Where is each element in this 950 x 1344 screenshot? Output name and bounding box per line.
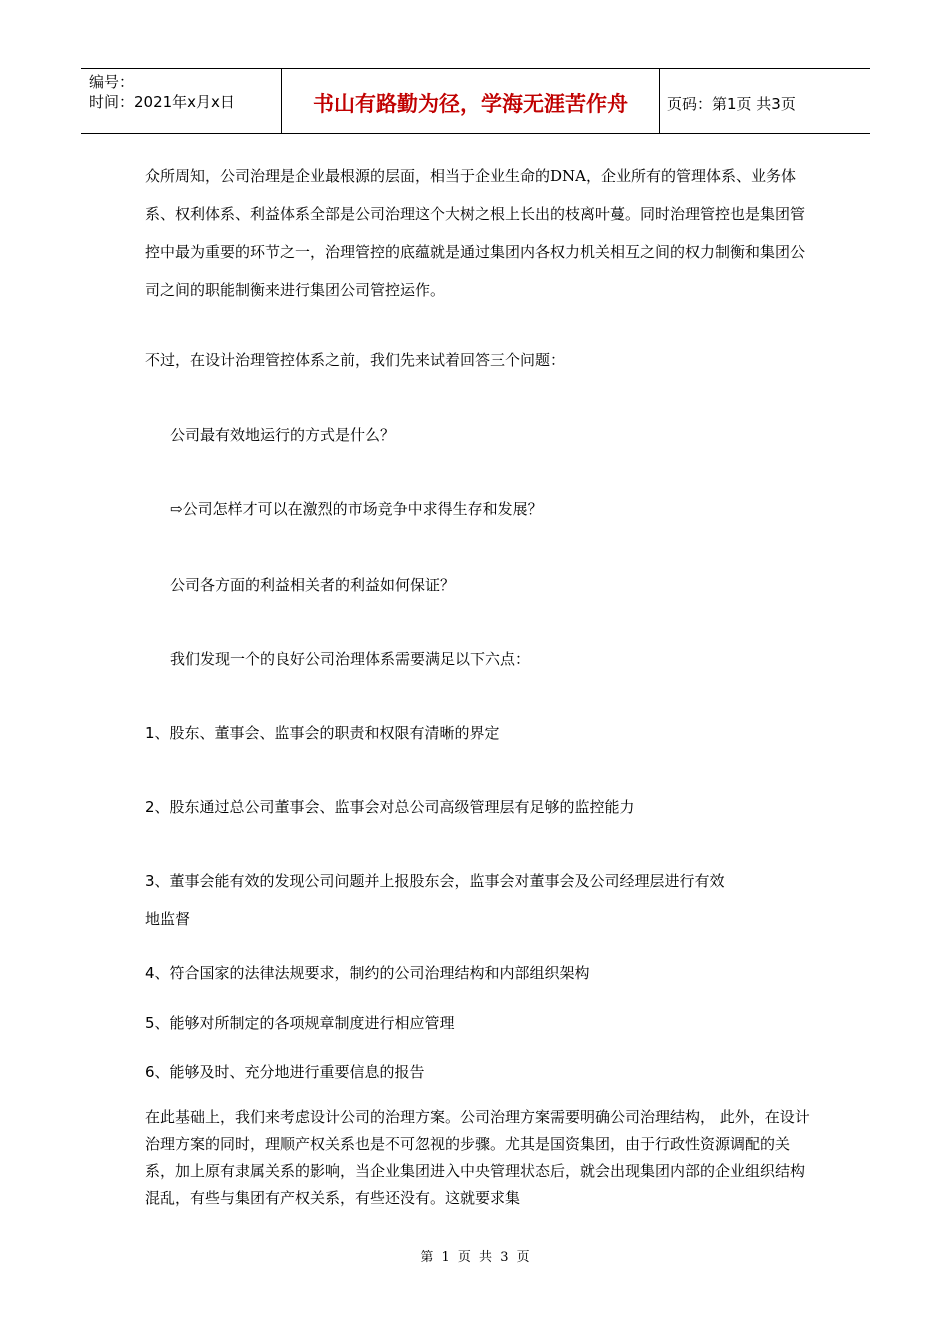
page-footer: 第 1 页 共 3 页 xyxy=(420,1250,530,1265)
point-5 xyxy=(145,1012,815,1033)
intro-paragraph: 众所周知，公司治理是企业最根源的层面，相当于企业生命的DNA，企业所有的管理体系、业务体系、权利体系、利益体系全部是公司治理这个大树之根上长出的枝离叶蔓。同时治理管控也是集团管控中最为重要的环节之一，治理管控的底蕴就是通过集团内各权力机关相互之间的权力制衡和集团公司之间的职能制衡来进行集团公司管控运作。 xyxy=(145,167,806,299)
document-date-label: 时间：2021年x月x日 xyxy=(89,93,235,111)
document-number-label: 编号： xyxy=(89,73,135,91)
point-3-continuation: 地监督 xyxy=(145,910,191,928)
question-3: 公司各方面的利益相关者的利益如何保证？ xyxy=(170,576,456,594)
header-meta xyxy=(81,69,282,133)
point-2-text: 、股东通过总公司董事会、监事会对总公司高级管理层有足够的监控能力 xyxy=(154,798,635,816)
point-1 xyxy=(145,722,815,743)
point-6-text: 、能够及时、充分地进行重要信息的报告 xyxy=(154,1063,425,1081)
question-1: 公司最有效地运行的方式是什么？ xyxy=(170,426,396,444)
header-page-number: 页码：第1页 共3页 xyxy=(667,94,796,113)
point-1-number: 1 xyxy=(145,724,155,742)
point-4-number: 4 xyxy=(145,964,155,982)
point-6-number: 6 xyxy=(145,1063,155,1081)
header-motto: 书山有路勤为径，学海无涯苦作舟 xyxy=(282,69,660,133)
point-4 xyxy=(145,962,815,983)
point-3 xyxy=(145,870,815,891)
point-1-text: 、股东、董事会、监事会的职责和权限有清晰的界定 xyxy=(154,724,500,742)
point-4-text: 、符合国家的法律法规要求，制约的公司治理结构和内部组织架构 xyxy=(154,964,590,982)
page-header xyxy=(81,68,870,134)
point-6 xyxy=(145,1061,815,1082)
points-lead: 我们发现一个的良好公司治理体系需要满足以下六点： xyxy=(170,650,531,668)
point-5-number: 5 xyxy=(145,1014,155,1032)
point-5-text: 、能够对所制定的各项规章制度进行相应管理 xyxy=(154,1014,455,1032)
questions-lead: 不过，在设计治理管控体系之前，我们先来试着回答三个问题： xyxy=(145,351,566,369)
question-2-text: 公司怎样才可以在激烈的市场竞争中求得生存和发展？ xyxy=(182,500,543,518)
point-2 xyxy=(145,796,815,817)
arrow-right-icon: ⇨ xyxy=(170,500,183,518)
closing-paragraph: 在此基础上，我们来考虑设计公司的治理方案。公司治理方案需要明确公司治理结构， 此外，在设计治理方案的同时，理顺产权关系也是不可忽视的步骤。尤其是国资集团，由于行政性资源调配的关系，加上原有隶属关系的影响，当企业集团进入中央管理状态后，就会出现集团内部的企业组织结构混乱，有些与集团有产权关系，有些还没有。这就要求集 xyxy=(145,1108,810,1207)
point-2-number: 2 xyxy=(145,798,155,816)
question-2 xyxy=(170,498,840,519)
point-3-text: 、董事会能有效的发现公司问题并上报股东会，监事会对董事会及公司经理层进行有效 xyxy=(154,872,725,890)
point-3-number: 3 xyxy=(145,872,155,890)
